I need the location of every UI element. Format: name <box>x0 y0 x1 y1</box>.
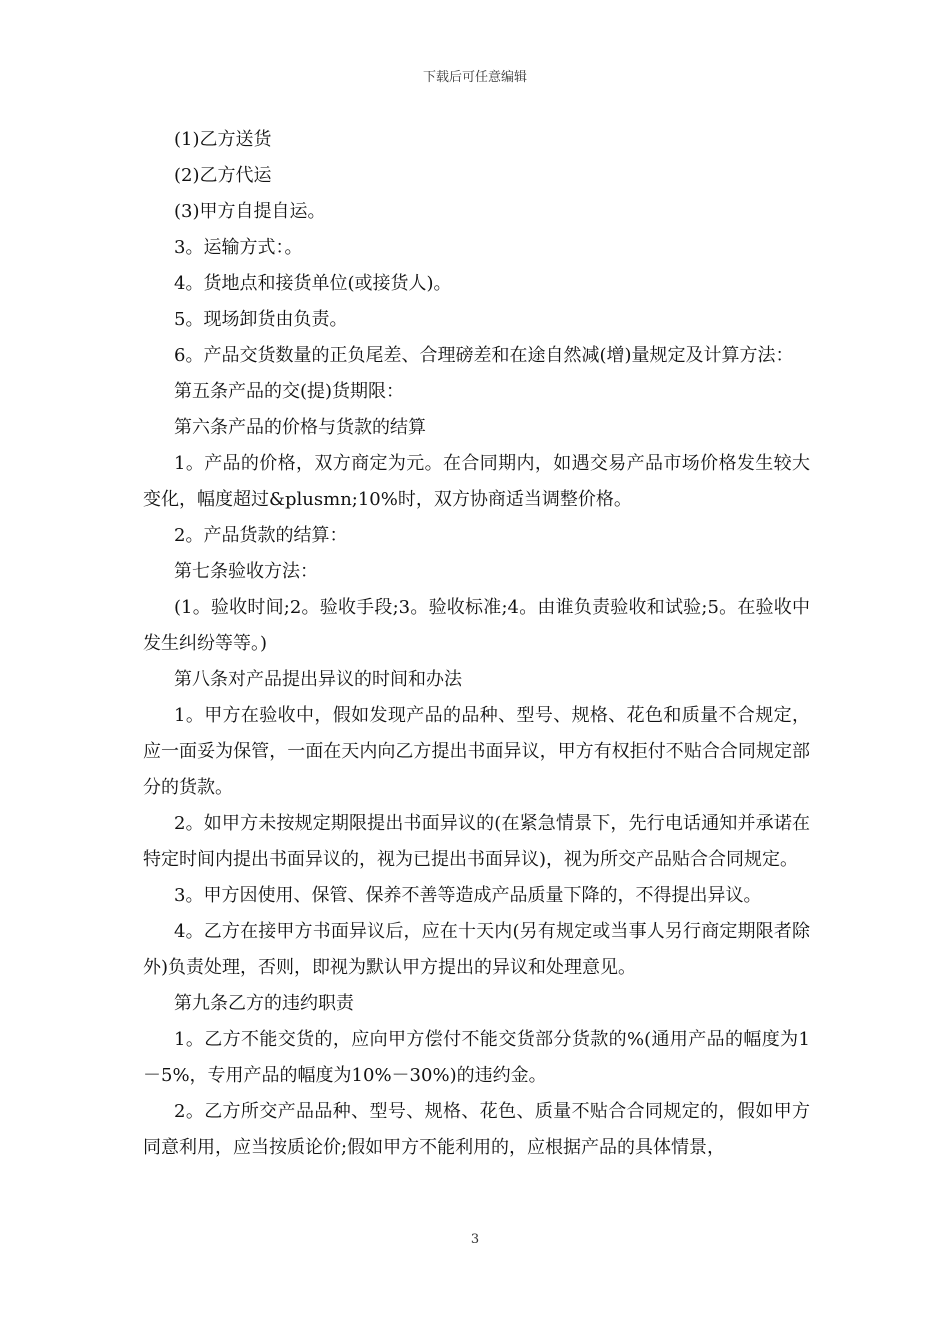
section-heading: 第九条乙方的违约职责 <box>174 993 354 1014</box>
page-number: 3 <box>470 1232 480 1247</box>
paragraph: (2)乙方代运 <box>174 165 272 186</box>
paragraph: 1。甲方在验收中，假如发现产品的品种、型号、规格、花色和质量不合规定，应一面妥为保管，一面在天内向乙方提出书面异议，甲方有权拒付不贴合合同规定部分的货款。 <box>143 705 810 798</box>
paragraph: 2。乙方所交产品品种、型号、规格、花色、质量不贴合合同规定的，假如甲方同意利用，应当按质论价;假如甲方不能利用的，应根据产品的具体情景， <box>143 1101 810 1158</box>
page-header: 下载后可任意编辑 <box>422 70 527 85</box>
paragraph: 2。产品货款的结算： <box>174 525 348 546</box>
paragraph: 4。货地点和接货单位(或接货人)。 <box>174 273 452 294</box>
paragraph: 6。产品交货数量的正负尾差、合理磅差和在途自然减(增)量规定及计算方法： <box>174 345 794 366</box>
paragraph: 2。如甲方未按规定期限提出书面异议的(在紧急情景下，先行电话通知并承诺在特定时间内提出书面异议的，视为已提出书面异议)，视为所交产品贴合合同规定。 <box>143 813 810 870</box>
paragraph: 4。乙方在接甲方书面异议后，应在十天内(另有规定或当事人另行商定期限者除外)负责处理，否则，即视为默认甲方提出的异议和处理意见。 <box>143 921 810 978</box>
paragraph: (1。验收时间;2。验收手段;3。验收标准;4。由谁负责验收和试验;5。在验收中发生纠纷等等。) <box>143 597 810 654</box>
section-heading: 第五条产品的交(提)货期限： <box>174 381 405 402</box>
section-heading: 第六条产品的价格与货款的结算 <box>174 417 426 438</box>
paragraph: 1。产品的价格，双方商定为元。在合同期内，如遇交易产品市场价格发生较大变化，幅度超过&plusmn;10%时，双方协商适当调整价格。 <box>143 453 810 510</box>
paragraph: 5。现场卸货由负责。 <box>174 309 348 330</box>
section-heading: 第八条对产品提出异议的时间和办法 <box>174 669 462 690</box>
document-body <box>143 122 810 1166</box>
section-heading: 第七条验收方法： <box>174 561 318 582</box>
paragraph: 3。甲方因使用、保管、保养不善等造成产品质量下降的，不得提出异议。 <box>174 885 762 906</box>
paragraph: (3)甲方自提自运。 <box>174 201 326 222</box>
paragraph: 1。乙方不能交货的，应向甲方偿付不能交货部分货款的%(通用产品的幅度为1－5%，专用产品的幅度为10%－30%)的违约金。 <box>143 1029 810 1086</box>
paragraph: (1)乙方送货 <box>174 129 272 150</box>
paragraph: 3。运输方式：。 <box>174 237 303 258</box>
